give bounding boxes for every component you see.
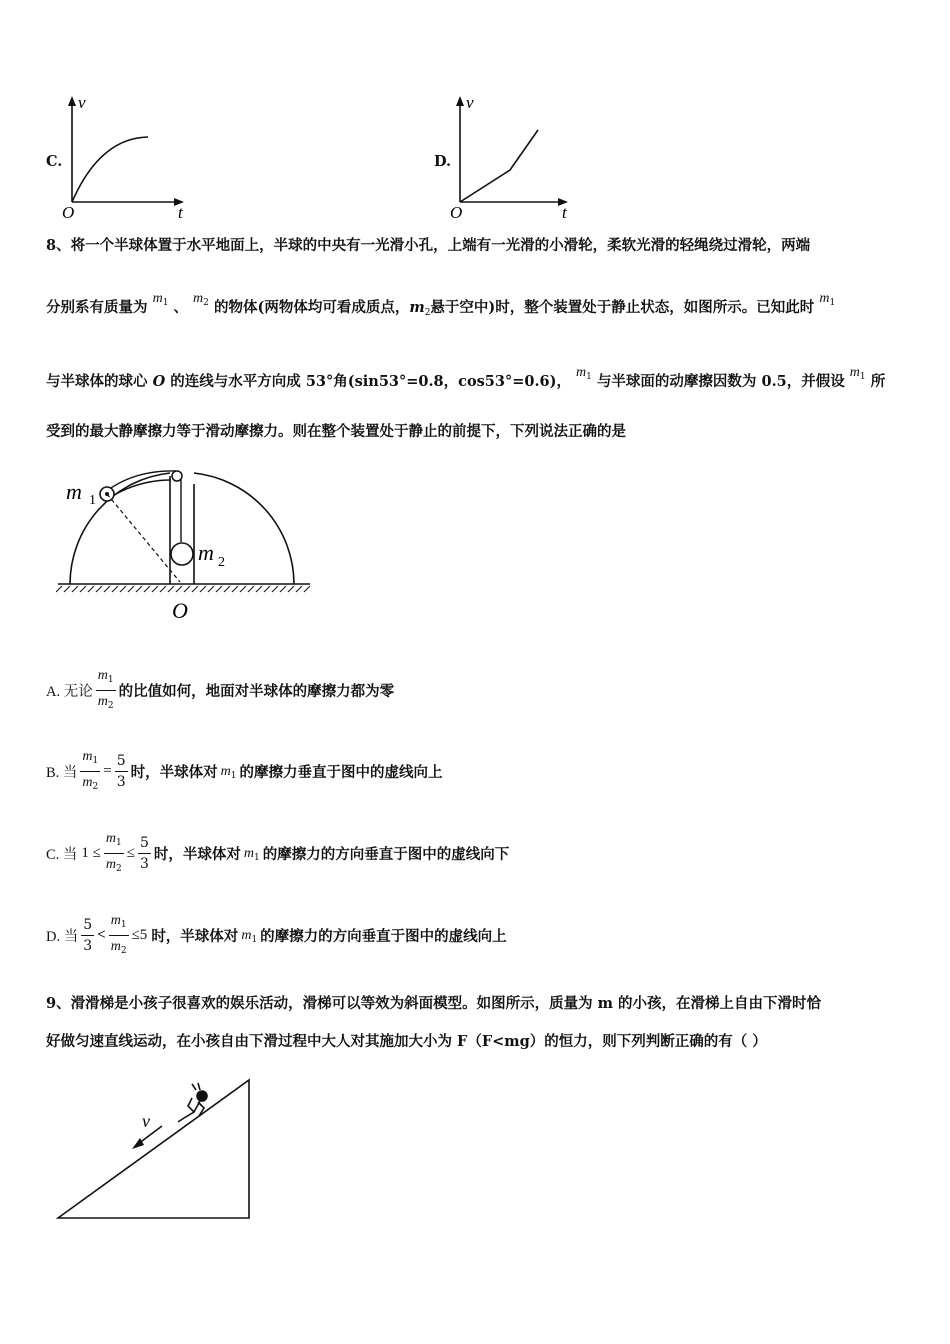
fraction-m1-m2: $\frac{m_1}{m_2}$ <box>96 665 116 716</box>
q8-option-d[interactable]: D. 当 $\frac{5}{3}$ < $\frac{m_1}{m_2}$ ≤5 时，半球体对 $m_1$ 的摩擦力的方向垂直于图中的虚线向上 <box>46 910 507 961</box>
mass-m2 <box>171 543 193 565</box>
label-center-O: O <box>172 598 188 623</box>
rope-bottom <box>109 480 171 498</box>
option-d-label: D. <box>434 153 452 170</box>
child-figure <box>178 1083 207 1122</box>
label-m2-sub: 2 <box>218 555 225 570</box>
fraction-5-3: $\frac{5}{3}$ <box>140 835 149 872</box>
velocity-label: v <box>142 1111 150 1131</box>
graph-c-y-label: v <box>78 93 86 112</box>
graph-d-y-arrow <box>456 96 464 106</box>
hemisphere-left-arc <box>70 473 170 584</box>
graph-c <box>60 92 200 224</box>
q8-line-1: 8、将一个半球体置于水平地面上，半球的中央有一光滑小孔，上端有一光滑的小滑轮，柔软光滑的轻绳绕过滑轮，两端 <box>46 237 811 254</box>
q9-line-2: 好做匀速直线运动，在小孩自由下滑过程中大人对其施加大小为 F（F<mg）的恒力，则下列判断正确的有（ ） <box>46 1033 767 1050</box>
graph-d <box>448 92 588 224</box>
label-m1-sub: 1 <box>89 493 96 508</box>
hemisphere-right-arc <box>194 473 294 584</box>
graph-d-y-label: v <box>466 93 474 112</box>
label-m1: m <box>66 479 82 504</box>
fraction-5-3: $\frac{5}{3}$ <box>83 917 93 954</box>
graph-c-origin: O <box>62 203 75 222</box>
q8-line-2: 分别系有质量为 $m_1$ 、 $m_2$ 的物体(两物体均可看成质点，$m_2$悬于空中)时，整个装置处于静止状态，如图所示。已知此时 $m_1$ <box>46 291 836 318</box>
q8-option-a[interactable]: A. 无论 $\frac{m_1}{m_2}$ 的比值如何，地面对半球体的摩擦力都为零 <box>46 665 394 716</box>
velocity-arrowhead <box>132 1138 144 1149</box>
q8-option-b[interactable]: B. 当 $\frac{m_1}{m_2}$ = $\frac{5}{3}$ 时，半球体对 $m_1$ 的摩擦力垂直于图中的虚线向上 <box>46 746 443 797</box>
q8-line-4: 受到的最大静摩擦力等于滑动摩擦力。则在整个装置处于静止的前提下，下列说法正确的是 <box>46 423 626 440</box>
fraction-5-3: $\frac{5}{3}$ <box>116 753 126 790</box>
fraction-m1-m2: $\frac{m_1}{m_2}$ <box>109 910 129 961</box>
graph-c-y-arrow <box>68 96 76 106</box>
graph-c-curve <box>72 137 148 202</box>
q8-line-3: 与半球体的球心 O 的连线与水平方向成 53°角(sin53°=0.8，cos53°=0.6)， $m_1$ 与半球面的动摩擦因数为 0.5，并假设 $m_1$ 所 <box>46 365 886 390</box>
q8-option-c[interactable]: C. 当 1 ≤ $\frac{m_1}{m_2}$ ≤ $\frac{5}{3}$ 时，半球体对 $m_1$ 的摩擦力的方向垂直于图中的虚线向下 <box>46 828 509 879</box>
fraction-m1-m2: $\frac{m_1}{m_2}$ <box>104 828 124 879</box>
graph-d-line <box>460 130 538 202</box>
q9-slide-figure <box>54 1072 264 1224</box>
option-c-label: C. <box>46 153 63 170</box>
incline-triangle <box>58 1080 249 1218</box>
q8-hemisphere-figure <box>56 462 326 630</box>
q9-line-1: 9、滑滑梯是小孩子很喜欢的娱乐活动，滑梯可以等效为斜面模型。如图所示，质量为 m 的小孩，在滑梯上自由下滑时恰 <box>46 995 822 1012</box>
pulley <box>172 471 182 481</box>
fraction-m1-m2: $\frac{m_1}{m_2}$ <box>80 746 100 797</box>
dashed-line-to-center <box>107 494 180 582</box>
ground-hatching <box>56 586 310 592</box>
graph-d-x-label: t <box>562 203 567 222</box>
graph-c-x-label: t <box>178 203 183 222</box>
graph-d-origin: O <box>450 203 463 222</box>
label-m2: m <box>198 540 214 565</box>
